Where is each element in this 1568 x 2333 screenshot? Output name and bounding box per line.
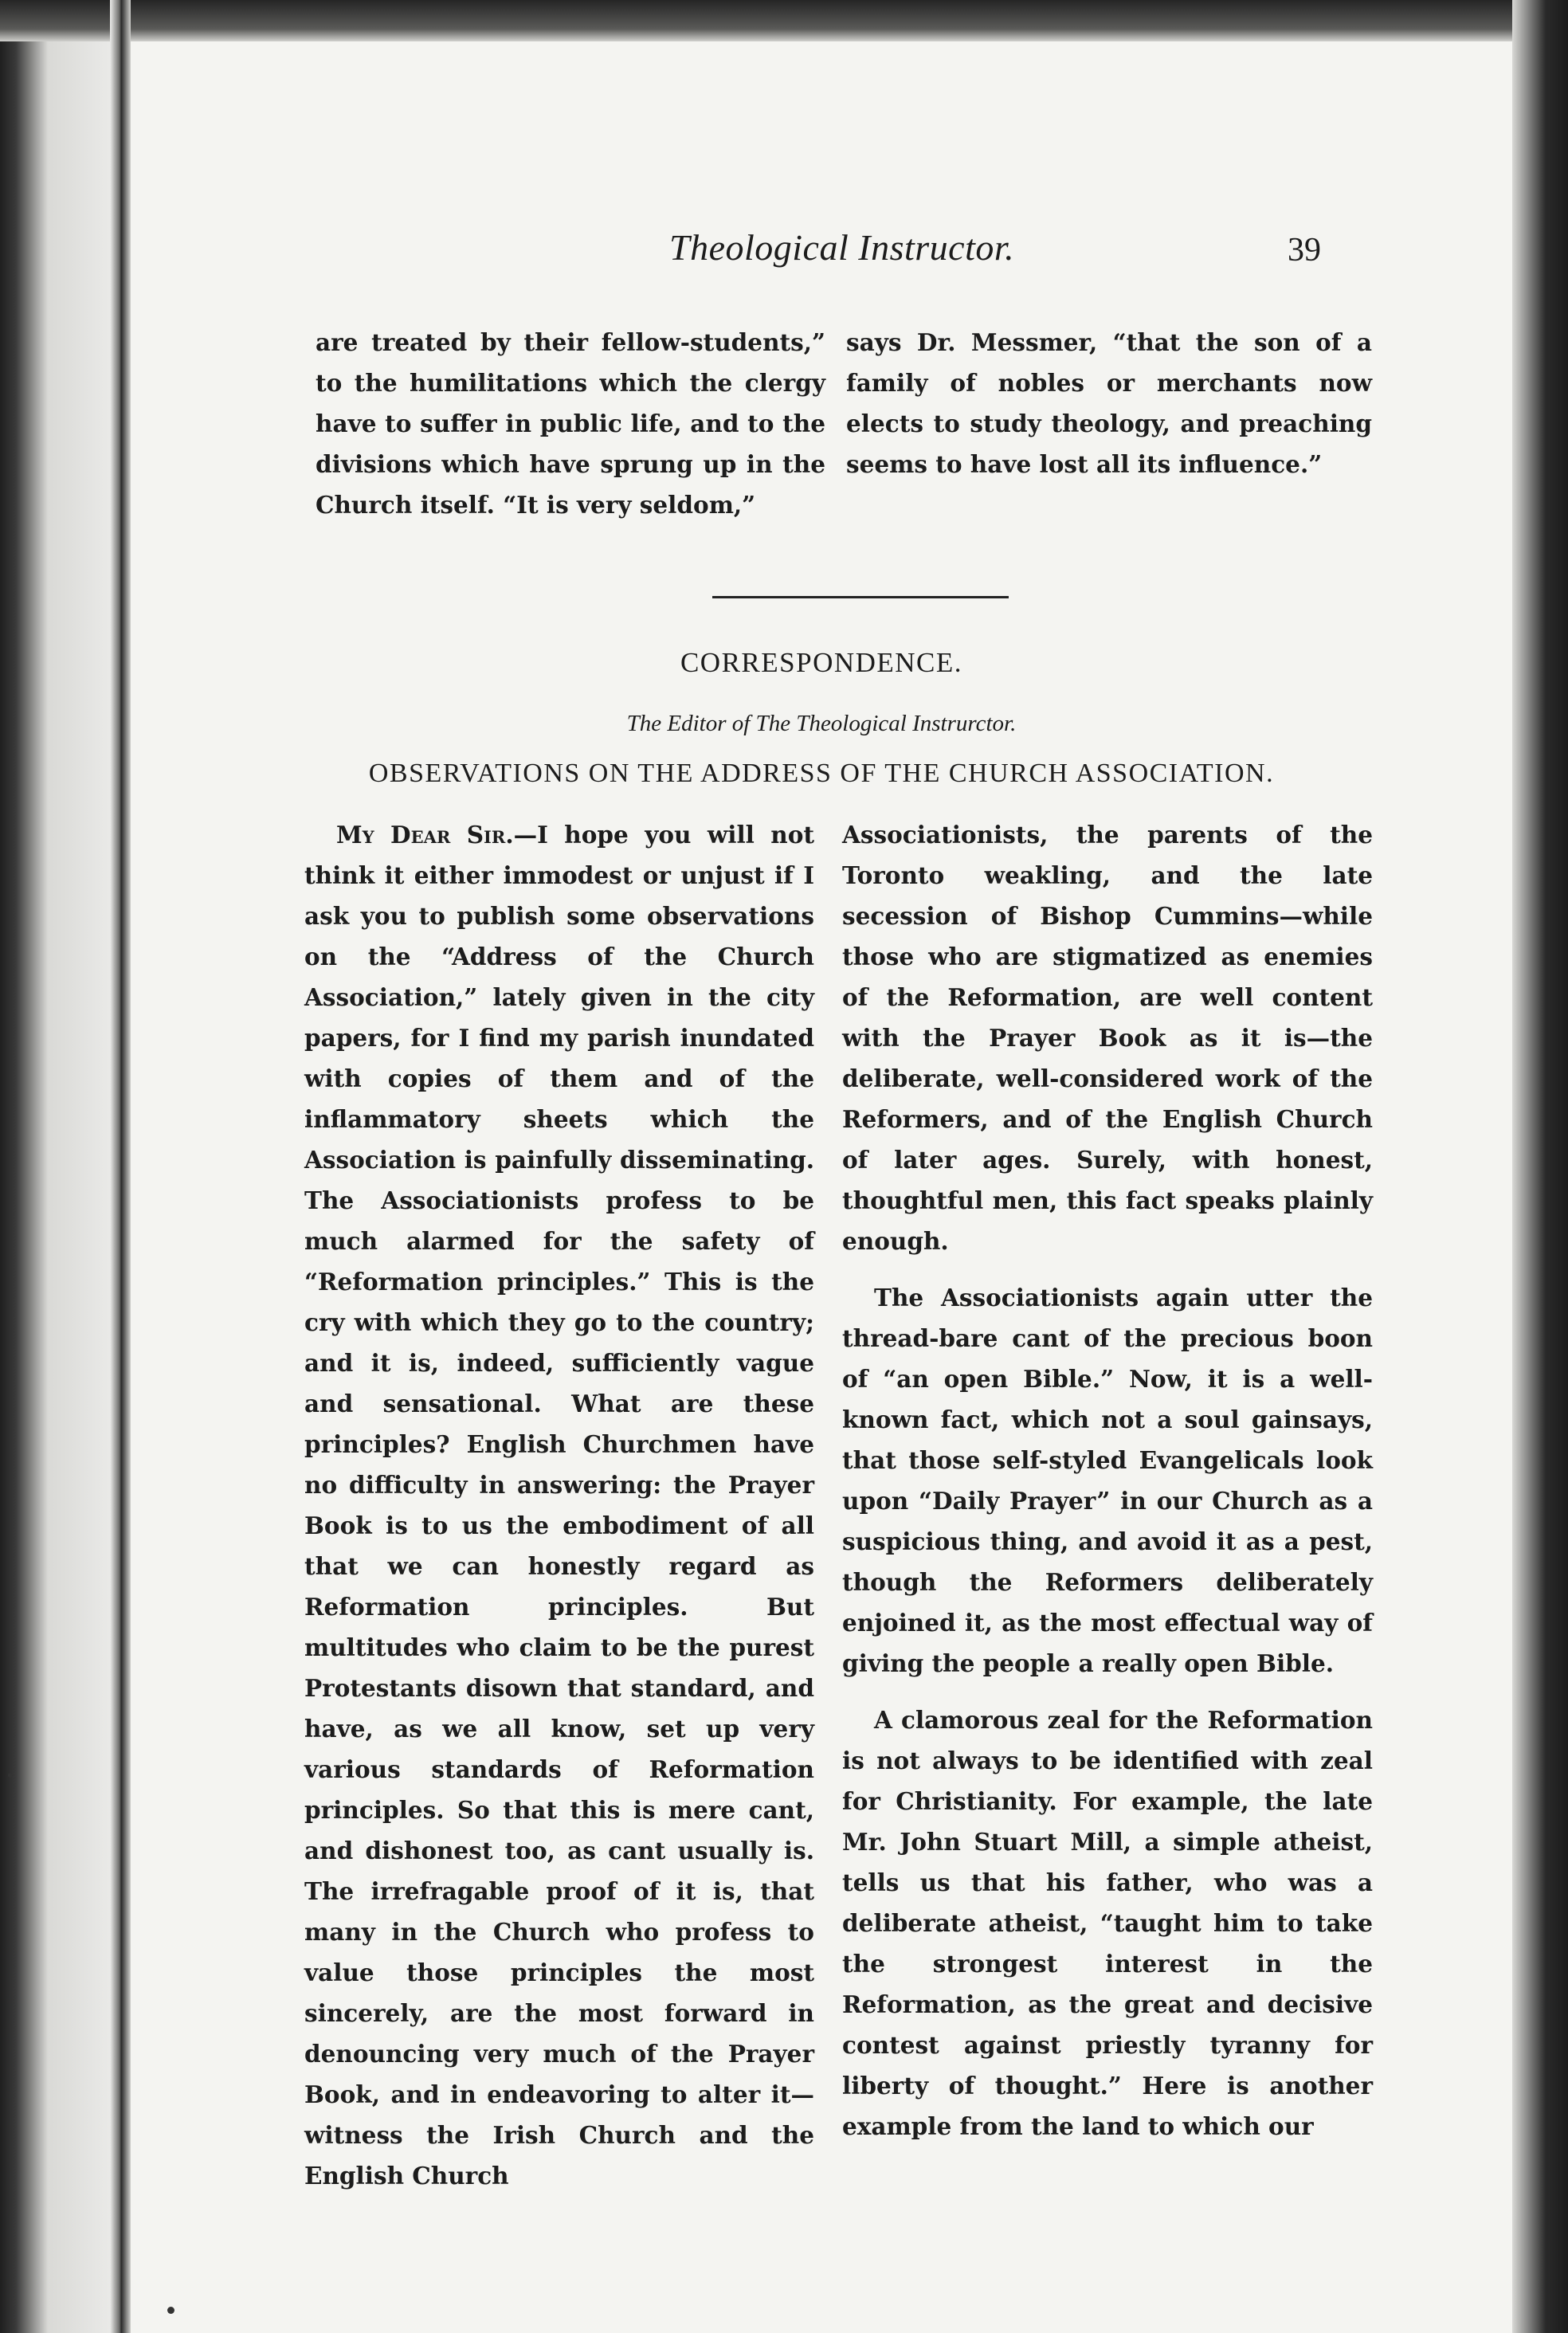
continuation-right-column <box>846 322 1372 500</box>
letter-left-text: —I hope you will not think it either immodest or unjust if I ask you to publish some observations on the “Address of the Church Association,” lately given in the city papers, for I find my parish inundated with copies of them and of the inflammatory sheets which the Association is painfully disseminating. The Associationists profess to be much alarmed for the safety of “Reformation principles.” This is the cry with which they go to the country; and it is, indeed, sufficiently vague and sensational. What are these principles? English Churchmen have no difficulty in answering: the Prayer Book is to us the embodiment of all that we can honestly regard as Reformation principles. But multitudes who claim to be the purest Protestants disown that standard, and have, as we all know, set up very various standards of Reformation principles. So that this is mere cant, and dishonest too, as cant usually is. The irrefragable proof of it is, that many in the Church who profess to value those principles the most sincerely, are the most forward in denouncing very much of the Prayer Book, and in endeavoring to alter it—witness the Irish Church and the English Church <box>304 821 814 2190</box>
scanner-right-edge <box>1512 0 1568 2333</box>
scanner-top-edge <box>0 0 1568 41</box>
page-header <box>131 226 1512 290</box>
letter-right-column <box>842 814 1373 2162</box>
letter-right-paragraph-2: The Associationists again utter the thread-bare cant of the precious boon of “an open Bible.” Now, it is a well-known fact, which not a soul gainsays, that those self-styled Evangelicals look upon “Daily Prayer” in our Church as a suspicious thing, and avoid it as a pest, though the Reformers deliberately enjoined it, as the most effectual way of giving the people a really open Bible. <box>842 1284 1373 1677</box>
letter-opening-paragraph <box>304 814 814 2196</box>
section-heading: CORRESPONDENCE. <box>680 647 963 678</box>
scan-speck <box>8 1773 13 1778</box>
addressee-line: The Editor of The Theological Instrurctor. <box>626 711 1017 736</box>
continuation-left-text: are treated by their fellow-students,” to the humilitations which the clergy have to suffer in public life, and to the divisions which have sprung up in the Church itself. “It is very seldom,” <box>316 328 825 519</box>
salutation: My Dear Sir. <box>336 821 514 849</box>
running-title: Theological Instructor. <box>669 227 1015 268</box>
letter-right-paragraph-1: Associationists, the parents of the Toronto weakling, and the late secession of Bishop Cummins—while those who are stigmatized as enemies of the Reformation, are well content with the Prayer Book as it is—the deliberate, well-considered work of the Reformers, and of the English Church of later ages. Surely, with honest, thoughtful men, this fact speaks plainly enough. <box>842 821 1373 1255</box>
scanner-left-edge <box>0 0 120 2333</box>
scan-speck <box>167 2307 174 2314</box>
page-number: 39 <box>1288 232 1321 269</box>
continuation-left-column <box>316 322 825 541</box>
article-title: OBSERVATIONS ON THE ADDRESS OF THE CHURCH ASSOCIATION. <box>368 759 1275 788</box>
section-divider <box>712 596 1009 598</box>
letter-left-column <box>304 814 814 2212</box>
book-page <box>131 41 1512 2333</box>
letter-right-paragraph-3: A clamorous zeal for the Reformation is not always to be identified with zeal for Christianity. For example, the late Mr. John Stuart Mill, a simple atheist, tells us that his father, who was a deliberate atheist, “taught him to take the strongest interest in the Reformation, as the great and decisive contest against priestly tyranny for liberty of thought.” Here is another example from the land to which our <box>842 1706 1373 2140</box>
continuation-right-text: says Dr. Messmer, “that the son of a family of nobles or merchants now elects to study theology, and preaching seems to have lost all its influence.” <box>846 328 1372 478</box>
page-gutter <box>110 0 131 2333</box>
